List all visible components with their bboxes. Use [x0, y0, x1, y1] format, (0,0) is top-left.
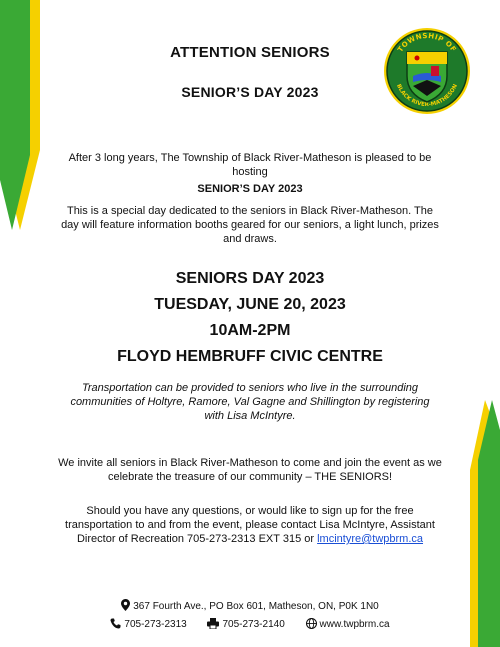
township-logo	[383, 24, 471, 118]
questions-text	[55, 504, 445, 546]
phone-item	[110, 618, 186, 630]
map-pin-icon	[121, 599, 130, 611]
fax-item	[207, 618, 284, 630]
email-link[interactable]: lmcintyre@twpbrm.ca	[317, 533, 424, 545]
address-text: 367 Fourth Ave., PO Box 601, Matheson, ON, P0K 1N0	[133, 601, 379, 612]
contact-line	[0, 618, 500, 630]
intro-text: After 3 long years, The Township of Black River-Matheson is pleased to be hosting	[68, 152, 432, 178]
event-time: 10AM-2PM	[209, 322, 291, 339]
address-line	[0, 599, 500, 612]
page-title: ATTENTION SENIORS	[170, 44, 330, 61]
fax-icon	[207, 618, 219, 629]
website-item	[306, 618, 390, 630]
fax-text: 705-273-2140	[222, 619, 285, 630]
globe-icon	[306, 618, 317, 629]
phone-icon	[110, 618, 121, 629]
logo-text-top: TOWNSHIP OF	[396, 31, 458, 54]
page-subtitle: SENIOR’S DAY 2023	[181, 84, 319, 100]
event-name: SENIORS DAY 2023	[175, 270, 325, 287]
phone-text: 705-273-2313	[124, 619, 187, 630]
event-date: TUESDAY, JUNE 20, 2023	[154, 296, 346, 313]
logo-text-bottom: BLACK RIVER-MATHESON	[395, 83, 459, 109]
invite-text: We invite all seniors in Black River-Matheson to come and join the event as we celebrate the treasure of our community – THE SENIORS!	[58, 457, 442, 483]
transportation-note: Transportation can be provided to seniors who live in the surrounding communities of Holtyre, Ramore, Val Gagne and Shillington by registering with Lisa McIntyre.	[70, 382, 430, 422]
event-venue: FLOYD HEMBRUFF CIVIC CENTRE	[117, 348, 383, 365]
intro-event-name: SENIOR’S DAY 2023	[197, 183, 303, 195]
questions-body: Should you have any questions, or would like to sign up for the free transportation to and from the event, please contact Lisa McIntyre, Assistant Director of Recreation 705-273-2313 EXT 315 or	[65, 505, 435, 545]
event-description: This is a special day dedicated to the seniors in Black River-Matheson. The day will feature information booths geared for our seniors, a light lunch, prizes and draws.	[61, 205, 439, 245]
left-decorative-stripe	[0, 0, 40, 230]
website-text[interactable]: www.twpbrm.ca	[319, 619, 390, 630]
